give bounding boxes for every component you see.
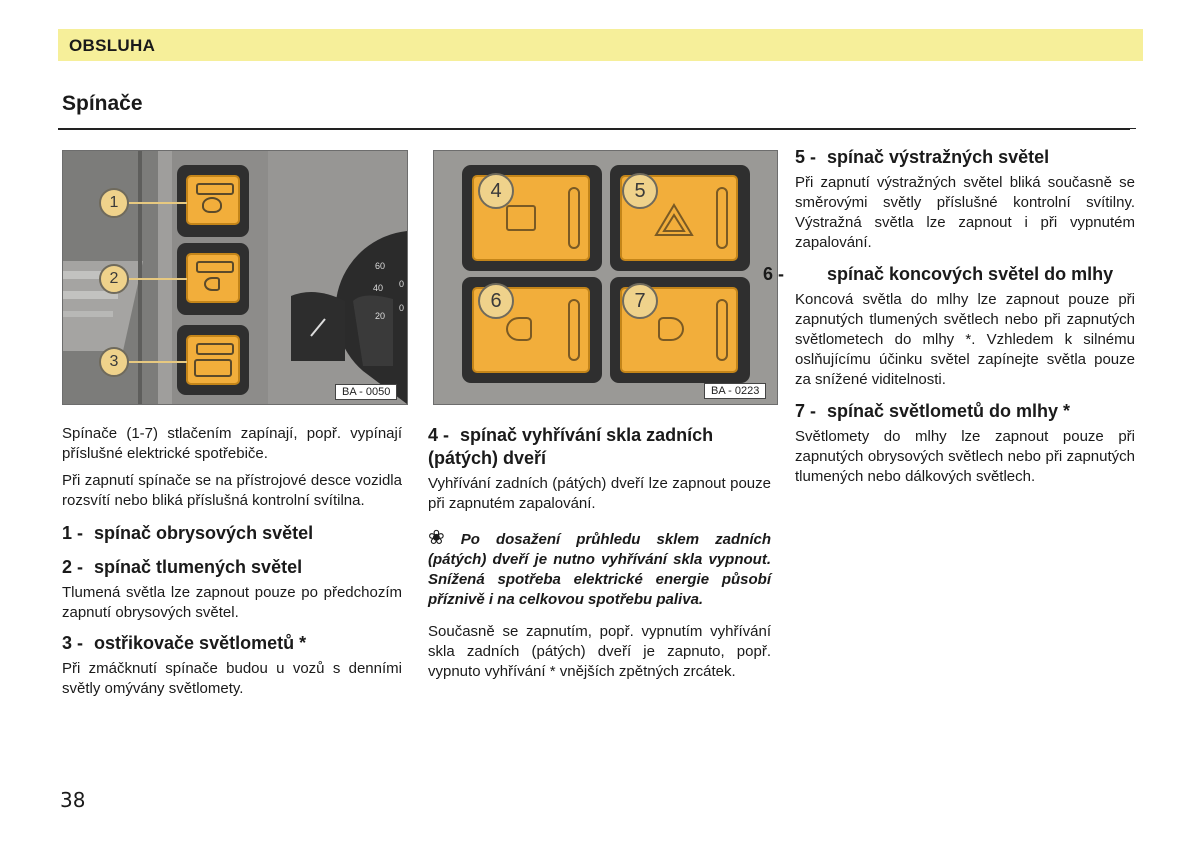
heading-number: 3 - [62, 633, 84, 653]
callout-4: 4 [478, 173, 514, 209]
figure-switches-1-3 [62, 150, 408, 405]
switch-2-button [186, 253, 240, 303]
column-3 [763, 146, 1135, 487]
heading-switch-5 [795, 146, 1135, 169]
heading-switch-2 [62, 556, 402, 579]
heading-text: spínač vyhřívání skla zadních (pátých) dveří [428, 425, 714, 468]
heading-switch-4 [428, 424, 771, 470]
heading-number: 7 - [795, 401, 817, 421]
eco-note [428, 528, 771, 610]
paragraph: Současně se zapnutím, popř. vypnutím vyhřívání skla zadních (pátých) dveří je zapnuto, popř. vypnuto vyhřívání * vnějších zpětných zrcátek. [428, 623, 771, 680]
figure-code-right: BA - 0223 [704, 383, 766, 399]
paragraph: Spínače (1-7) stlačením zapínají, popř. vypínají příslušné elektrické spotřebiče. [62, 425, 402, 462]
gauge-label-40: 40 [373, 283, 384, 293]
switch-3-button [186, 335, 240, 385]
figure-switches-4-7 [433, 150, 778, 405]
column-2 [428, 424, 771, 682]
flower-icon: ❀ [428, 527, 457, 549]
rear-fog-light-icon [506, 317, 532, 341]
paragraph: Při zapnutí spínače se na přístrojové desce vozidla rozsvítí nebo bliká příslušná kontrolní svítilna. [62, 472, 402, 509]
callout-6: 6 [478, 283, 514, 319]
heading-text: spínač obrysových světel [94, 523, 314, 543]
column-1 [62, 424, 402, 699]
note-text: Po dosažení průhledu sklem zadních (pátých) dveří je nutno vyhřívání skla vypnout. Snížená spotřeba elektrické energie působí příznivě i na celkovou spotřebu paliva. [428, 531, 771, 608]
paragraph: Tlumená světla lze zapnout pouze po předchozím zapnutí obrysových světel. [62, 584, 402, 621]
callout-3: 3 [99, 347, 129, 377]
page-number: 38 [60, 788, 86, 812]
heading-text: spínač koncových světel do mlhy [827, 264, 1114, 284]
heading-number: 1 - [62, 523, 84, 543]
paragraph: Při zapnutí výstražných světel bliká současně se směrovými světly příslušné kontrolní svítilny. Výstražná světla lze zapnout i při vypnutém zapalování. [795, 174, 1135, 251]
front-fog-light-icon [658, 317, 684, 341]
heading-text: spínač výstražných světel [827, 147, 1050, 167]
gauge-label-60: 60 [375, 261, 386, 271]
heading-number: 6 - [763, 264, 785, 284]
parking-light-icon [202, 197, 222, 213]
paragraph: Při zmáčknutí spínače budou u vozů s denními světly omývány světlomety. [62, 660, 402, 697]
heading-number: 2 - [62, 557, 84, 577]
section-header-bar [58, 29, 1143, 61]
heading-switch-1 [62, 522, 402, 545]
section-title: OBSLUHA [69, 36, 156, 55]
heading-text: ostřikovače světlometů * [94, 633, 307, 653]
paragraph: Světlomety do mlhy lze zapnout pouze při zapnutých obrysových světlech nebo při zapnutých tlumených nebo dálkových světlech. [795, 428, 1135, 485]
page-title: Spínače [62, 92, 143, 115]
gauge-label-20: 20 [375, 311, 386, 321]
callout-7: 7 [622, 283, 658, 319]
heading-number: 5 - [795, 147, 817, 167]
figure-code-left: BA - 0050 [335, 384, 397, 400]
heading-number: 4 - [428, 425, 450, 445]
heading-switch-3 [62, 632, 402, 655]
paragraph: Koncová světla do mlhy lze zapnout pouze při zapnutých tlumených světlech nebo při zapnutých světlometech do mlhy *. Vzhledem k silnému oslňujícímu účinku světel zapínejte světla pouze za snížené viditelnosti. [795, 291, 1135, 388]
heading-text: spínač tlumených světel [94, 557, 303, 577]
callout-2: 2 [99, 264, 129, 294]
title-divider [58, 128, 1130, 130]
heading-switch-6 [763, 263, 1135, 286]
heading-switch-7 [795, 400, 1135, 423]
switch-1-button [186, 175, 240, 225]
gauge-label-0a: 0 [399, 279, 405, 289]
paragraph: Vyhřívání zadních (pátých) dveří lze zapnout pouze při zapnutém zapalování. [428, 475, 771, 512]
hazard-triangle-icon [654, 203, 694, 237]
rear-window-defrost-icon [506, 205, 536, 231]
gauge-label-0b: 0 [399, 303, 405, 313]
callout-5: 5 [622, 173, 658, 209]
callout-1: 1 [99, 188, 129, 218]
heading-text: spínač světlometů do mlhy * [827, 401, 1071, 421]
low-beam-icon [204, 277, 220, 291]
